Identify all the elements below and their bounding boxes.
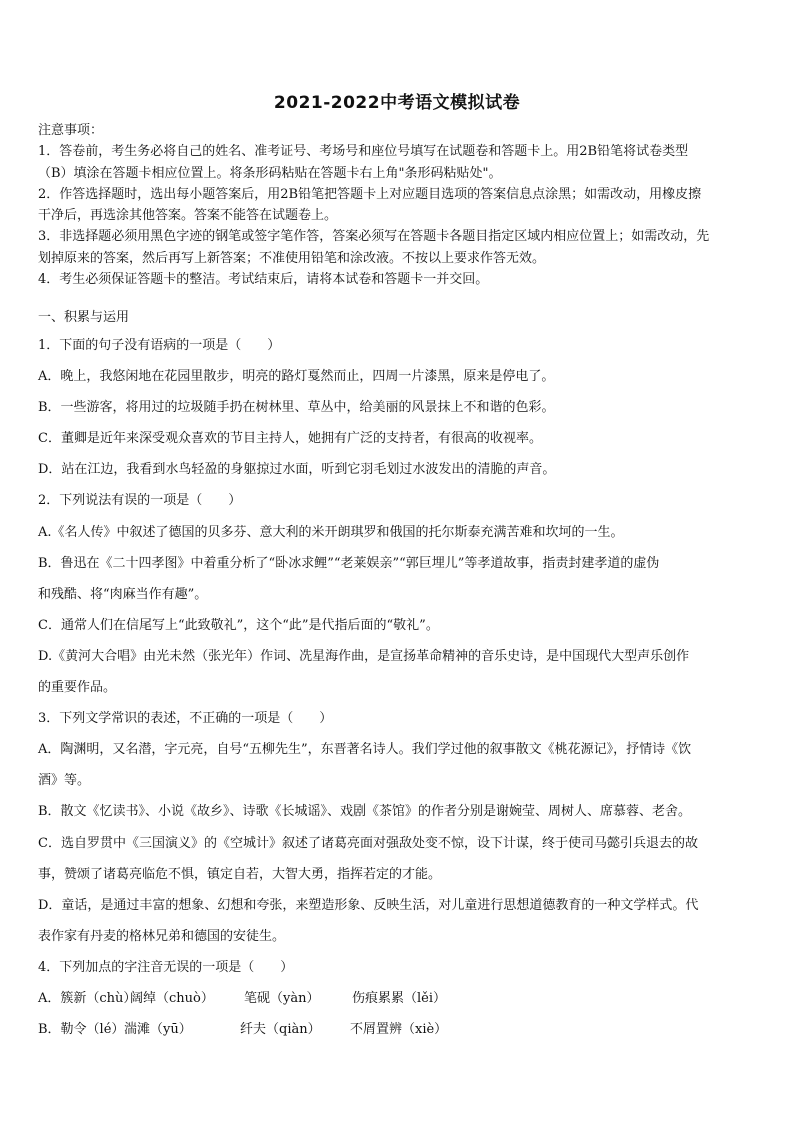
question-line: A．晚上，我悠闲地在花园里散步，明亮的路灯戛然而止，四周一片漆黑，原来是停电了。 <box>38 369 555 385</box>
option-item: 伤痕累累（lěi） <box>352 990 447 1006</box>
option-item: 阔绰（chuò） <box>130 990 214 1006</box>
question-line: 的重要作品。 <box>38 680 117 696</box>
question-line: 酒》等。 <box>38 773 91 789</box>
question-line: B．鲁迅在《二十四孝图》中着重分析了“卧冰求鲤”“老莱娱亲”“郭巨埋儿”等孝道故事，指责封建孝道的虚伪 <box>38 555 660 571</box>
page-title: 2021-2022中考语文模拟试卷 <box>273 93 521 113</box>
questions-block <box>38 330 760 1045</box>
question-line: 3．下列文学常识的表述，不正确的一项是（ ） <box>38 711 333 727</box>
question-line: C．董卿是近年来深受观众喜欢的节目主持人，她拥有广泛的支持者，有很高的收视率。 <box>38 431 542 447</box>
option-item: 湍滩（yū） <box>124 1022 192 1038</box>
notes-line: 划掉原来的答案，然后再写上新答案；不准使用铅笔和涂改液。不按以上要求作答无效。 <box>38 250 546 266</box>
notes-line: 1．答卷前，考生务必将自己的姓名、准考证号、考场号和座位号填写在试题卷和答题卡上。用2B铅笔将试卷类型 <box>38 144 689 160</box>
notes-line: 4．考生必须保证答题卡的整洁。考试结束后，请将本试卷和答题卡一并交回。 <box>38 272 489 288</box>
notes-block <box>38 120 760 290</box>
option-item: B．勒令（lé） <box>38 1022 125 1038</box>
question-line: B．一些游客，将用过的垃圾随手扔在树林里、草丛中，给美丽的风景抹上不和谐的色彩。 <box>38 400 555 416</box>
question-line: 4．下列加点的字注音无误的一项是（ ） <box>38 959 294 975</box>
question-line: 2．下列说法有误的一项是（ ） <box>38 493 242 509</box>
notes-line: 2．作答选择题时，选出每小题答案后，用2B铅笔把答题卡上对应题目选项的答案信息点涂黑；如需改动，用橡皮擦 <box>38 186 702 202</box>
question-line: C．选自罗贯中《三国演义》的《空城计》叙述了诸葛亮面对强敌处变不惊，设下计谋，终于使司马懿引兵退去的故 <box>38 835 698 851</box>
question-line: B．散文《忆读书》、小说《故乡》、诗歌《长城谣》、戏剧《茶馆》的作者分别是谢婉莹、周树人、席慕蓉、老舍。 <box>38 804 692 820</box>
option-item: 不屑置辨（xiè） <box>350 1022 448 1038</box>
question-line: 事，赞颂了诸葛亮临危不惧，镇定自若，大智大勇，指挥若定的才能。 <box>38 866 442 882</box>
option-item: A．簇新（chù） <box>38 990 137 1006</box>
question-line: D．站在江边，我看到水鸟轻盈的身躯掠过水面，听到它羽毛划过水波发出的清脆的声音。 <box>38 462 556 478</box>
notes-line: 干净后，再选涂其他答案。答案不能答在试题卷上。 <box>38 208 338 224</box>
notes-line: 3．非选择题必须用黑色字迹的钢笔或签字笔作答，答案必须写在答题卡各题目指定区域内相应位置上；如需改动，先 <box>38 229 710 245</box>
notes-line: （B）填涂在答题卡相应位置上。将条形码粘贴在答题卡右上角"条形码粘贴处"。 <box>38 165 502 181</box>
question-line: 1．下面的句子没有语病的一项是（ ） <box>38 338 281 353</box>
question-line: A.《名人传》中叙述了德国的贝多芬、意大利的米开朗琪罗和俄国的托尔斯泰充满苦难和坎坷的一生。 <box>38 524 624 540</box>
notes-heading: 注意事项： <box>38 123 104 138</box>
question-line: A．陶渊明，又名潜，字元亮，自号“五柳先生”，东晋著名诗人。我们学过他的叙事散文《桃花源记》，抒情诗《饮 <box>38 742 692 758</box>
question-line: 和残酷、将“肉麻当作有趣”。 <box>38 586 208 602</box>
section-heading: 一、积累与运用 <box>38 310 130 325</box>
question-line: C．通常人们在信尾写上“此致敬礼”，这个“此”是代指后面的“敬礼”。 <box>38 617 439 633</box>
option-item: 纤夫（qiàn） <box>240 1022 321 1038</box>
question-line: D．童话，是通过丰富的想象、幻想和夸张，来塑造形象、反映生活，对儿童进行思想道德教育的一种文学样式。代 <box>38 897 699 913</box>
q4-option-b <box>38 1014 760 1045</box>
q4-option-a <box>38 983 760 1014</box>
question-line: D.《黄河大合唱》由光未然（张光年）作词、冼星海作曲，是宣扬革命精神的音乐史诗，是中国现代大型声乐创作 <box>38 648 690 664</box>
question-line: 表作家有丹麦的格林兄弟和德国的安徒生。 <box>38 928 286 944</box>
option-item: 笔砚（yàn） <box>244 990 320 1006</box>
